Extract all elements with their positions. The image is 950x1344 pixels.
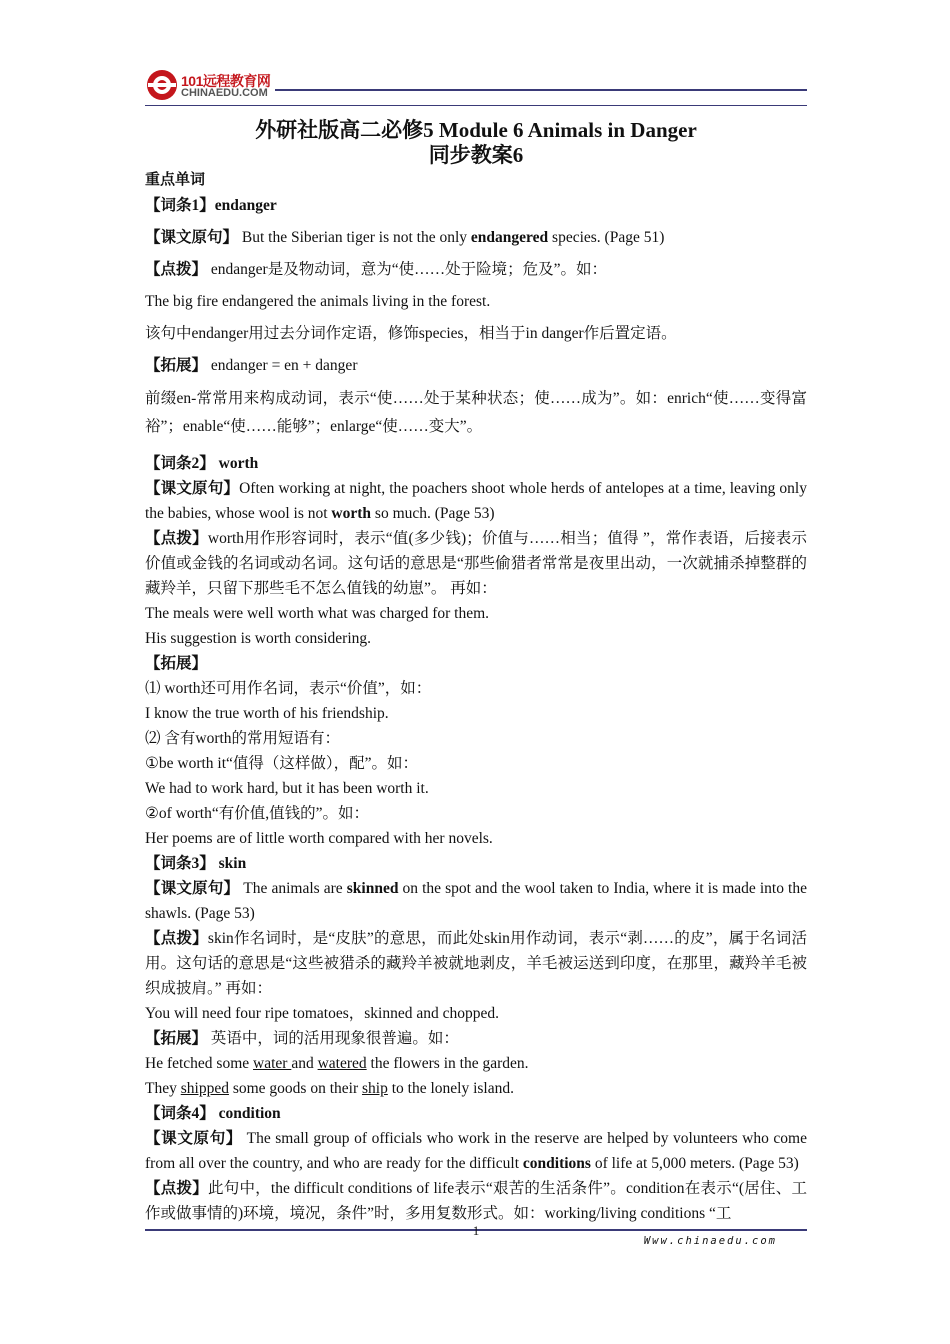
example-sentence: The big fire endangered the animals living in the forest. [145, 293, 491, 310]
entry-heading: 【词条4】 condition [145, 1105, 281, 1122]
explanation-paragraph: 该句中endanger用过去分词作定语，修饰species，相当于in danger作后置定语。 [145, 325, 677, 342]
example-sentence: The meals were well worth what was charged for them. [145, 605, 490, 622]
page-title [145, 118, 807, 168]
extension-paragraph: 前缀en-常常用来构成动词，表示“使……处于某种状态；使……成为”。如：enrich“使……变得富裕”；enable“使……能够”；enlarge“使……变大”。 [145, 390, 807, 435]
section-heading: 重点单词 [145, 172, 206, 188]
page-number: 1 [472, 1223, 480, 1238]
page-header [145, 66, 807, 108]
example-sentence: His suggestion is worth considering. [145, 630, 372, 647]
logo-text: 101远程教育网 [181, 73, 271, 89]
original-sentence: 【课文原句】Often working at night, the poachers shoot whole herds of antelopes at a time, leaving only the babies, whose wool is not worth so much. (Page 53) [145, 480, 807, 522]
example-sentence: Her poems are of little worth compared with her novels. [145, 830, 493, 847]
example-sentence: They shipped some goods on their ship to the lonely island. [145, 1080, 514, 1097]
phrase-item: ②of worth“有价值,值钱的”。如： [145, 805, 369, 822]
example-sentence: I know the true worth of his friendship. [145, 705, 389, 722]
extension-label: 【拓展】 [145, 655, 208, 672]
example-sentence: You will need four ripe tomatoes，skinned and chopped. [145, 1005, 500, 1022]
logo-domain: CHINAEDU.COM [181, 87, 268, 99]
original-sentence: 【课文原句】 But the Siberian tiger is not the only endangered species. (Page 51) [145, 229, 665, 246]
note-paragraph: 【点拨】worth用作形容词时，表示“值(多少钱)；价值与……相当；值得 ”，常作表语，后接表示价值或金钱的名词或动名词。这句话的意思是“那些偷猎者常常是夜里出动，一次就捕杀掉整群的藏羚羊，只留下那些毛不怎么值钱的幼崽”。 再如： [145, 530, 807, 597]
entry-heading: 【词条3】 skin [145, 855, 247, 872]
entry-heading: 【词条2】 worth [145, 455, 259, 472]
title-line-1: 外研社版高二必修5 Module 6 Animals in Danger [255, 118, 697, 142]
phrase-item: ①be worth it“值得（这样做），配”。如： [145, 755, 419, 772]
original-sentence: 【课文原句】 The small group of officials who work in the reserve are helped by volunteers who come from all over the country, and who are ready for the difficult conditions of life at 5,000 meters. (Page 53) [145, 1130, 807, 1172]
header-rule [275, 89, 807, 91]
footer-url: Www.chinaedu.com [643, 1235, 777, 1247]
header-rule-thin [145, 105, 807, 106]
note-paragraph: 【点拨】 endanger是及物动词，意为“使……处于险境；危及”。如： [145, 261, 607, 278]
title-line-2: 同步教案6 [428, 143, 524, 167]
page-footer [145, 1225, 807, 1265]
extension-item: ⑵ 含有worth的常用短语有： [145, 730, 341, 747]
original-sentence: 【课文原句】 The animals are skinned on the spot and the wool taken to India, where it is made into the shawls. (Page 53) [145, 880, 807, 922]
note-paragraph: 【点拨】skin作名词时，是“皮肤”的意思，而此处skin用作动词，表示“剥……的皮”，属于名词活用。这句话的意思是“这些被猎杀的藏羚羊被就地剥皮，羊毛被运送到印度，在那里，藏羚羊毛被织成披肩。” 再如： [145, 930, 807, 997]
example-sentence: He fetched some water and watered the flowers in the garden. [145, 1055, 529, 1072]
note-paragraph: 【点拨】此句中，the difficult conditions of life表示“艰苦的生活条件”。condition在表示“(居住、工作或做事情的)环境，境况，条件”时，多用复数形式。如：working/living conditions “工 [145, 1180, 807, 1222]
extension-line: 【拓展】 endanger = en + danger [145, 357, 358, 374]
example-sentence: We had to work hard, but it has been worth it. [145, 780, 429, 797]
extension-line: 【拓展】 英语中，词的活用现象很普遍。如： [145, 1030, 459, 1047]
document-body [145, 118, 807, 1226]
chinaedu-logo-icon [145, 68, 179, 102]
extension-item: ⑴ worth还可用作名词，表示“价值”，如： [145, 680, 432, 697]
entry-heading: 【词条1】endanger [145, 197, 277, 214]
